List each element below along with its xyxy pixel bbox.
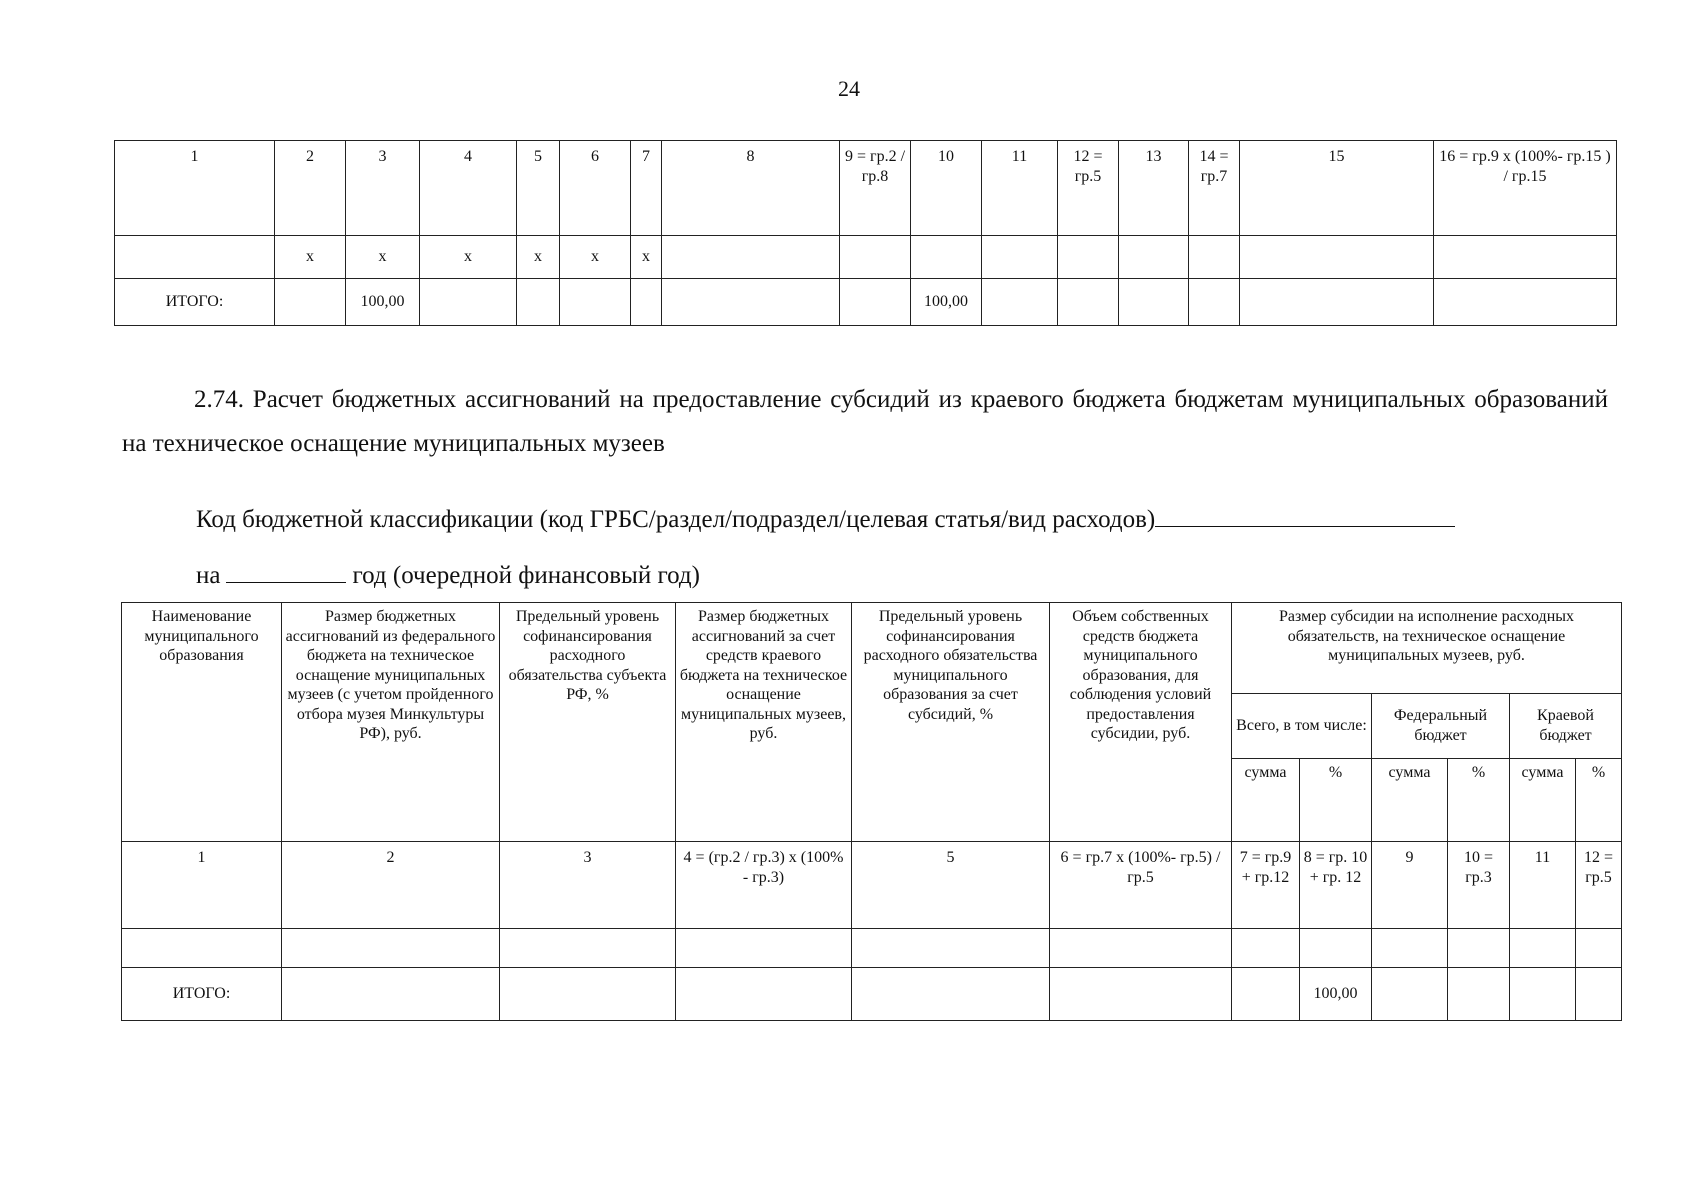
header-cell: 11 [982,141,1058,236]
table-row [115,236,1617,279]
header-cell: 2 [275,141,346,236]
header-cofinancing-municipality: Предельный уровень софинансирования расходного обязательства муниципального образования за счет субсидий, % [852,603,1050,842]
table-cell [1372,968,1448,1021]
table-cell [631,279,662,326]
header-percent: % [1576,759,1622,842]
header-percent: % [1300,759,1372,842]
table-cell [1050,929,1232,968]
column-number: 9 [1372,842,1448,929]
table-cell [911,236,982,279]
header-sum: сумма [1510,759,1576,842]
total-value: 100,00 [346,279,420,326]
header-row [122,603,1622,694]
column-number-row [122,842,1622,929]
page-number: 24 [838,76,860,101]
table-cell [275,279,346,326]
column-number: 5 [852,842,1050,929]
table-cell [517,279,560,326]
table-cell [1300,929,1372,968]
subsidy-calculation-table [121,602,1622,1021]
table-cell [676,968,852,1021]
total-percent: 100,00 [1300,968,1372,1021]
header-cell: 8 [662,141,840,236]
column-number: 7 = гр.9 + гр.12 [1232,842,1300,929]
column-number: 11 [1510,842,1576,929]
column-number: 4 = (гр.2 / гр.3) х (100% - гр.3) [676,842,852,929]
table-cell [1372,929,1448,968]
table-cell [282,968,500,1021]
header-municipality: Наименование муниципального образования [122,603,282,842]
year-line [196,560,700,590]
table-cell [676,929,852,968]
header-cell: 13 [1119,141,1189,236]
header-cofinancing-subject: Предельный уровень софинансирования расходного обязательства субъекта РФ, % [500,603,676,842]
total-row [122,968,1622,1021]
column-number: 6 = гр.7 х (100%- гр.5) / гр.5 [1050,842,1232,929]
table-cell [1232,929,1300,968]
table-cell [1240,279,1434,326]
table-cell [1189,236,1240,279]
header-cell: 3 [346,141,420,236]
header-regional-allocations: Размер бюджетных ассигнований за счет средств краевого бюджета на техническое оснащение муниципальных музеев, руб. [676,603,852,842]
table-cell [1448,929,1510,968]
table-cell [840,279,911,326]
column-number: 2 [282,842,500,929]
table-continuation [114,140,1617,326]
header-federal-budget: Федеральный бюджет [1372,694,1510,759]
table-cell [500,968,676,1021]
total-label: ИТОГО: [115,279,275,326]
table-cell: х [275,236,346,279]
header-cell: 6 [560,141,631,236]
header-cell: 14 = гр.7 [1189,141,1240,236]
table-cell [420,279,517,326]
table-cell [1510,929,1576,968]
table-cell: х [420,236,517,279]
table-cell [852,968,1050,1021]
table-cell [1119,279,1189,326]
table-cell [1232,968,1300,1021]
column-number: 12 = гр.5 [1576,842,1622,929]
table-cell [1119,236,1189,279]
year-suffix: год (очередной финансовый год) [352,562,700,589]
table-cell [1058,279,1119,326]
header-sum: сумма [1372,759,1448,842]
header-cell: 4 [420,141,517,236]
header-regional-budget: Краевой бюджет [1510,694,1622,759]
header-cell: 12 = гр.5 [1058,141,1119,236]
header-total-incl: Всего, в том числе: [1232,694,1372,759]
table-cell [1510,968,1576,1021]
table-cell [852,929,1050,968]
total-value: 100,00 [911,279,982,326]
table-cell: х [517,236,560,279]
table-cell [115,236,275,279]
header-cell: 5 [517,141,560,236]
table-cell [1576,968,1622,1021]
year-blank [226,560,346,583]
column-number: 1 [122,842,282,929]
table-cell [840,236,911,279]
header-cell: 1 [115,141,275,236]
table-cell [1189,279,1240,326]
table-cell [982,279,1058,326]
header-sum: сумма [1232,759,1300,842]
header-cell: 16 = гр.9 х (100%- гр.15 ) / гр.15 [1434,141,1617,236]
header-percent: % [1448,759,1510,842]
table-cell [662,236,840,279]
kbk-label: Код бюджетной классификации (код ГРБС/раздел/подраздел/целевая статья/вид расходов) [196,506,1156,533]
column-number: 8 = гр. 10 + гр. 12 [1300,842,1372,929]
header-federal-allocations: Размер бюджетных ассигнований из федерального бюджета на техническое оснащение муниципальных музеев (с учетом пройденного отбора музея Минкультуры РФ), руб. [282,603,500,842]
table-cell [1240,236,1434,279]
table-cell [1434,236,1617,279]
table-cell [662,279,840,326]
year-prefix: на [196,562,221,589]
kbk-line [196,504,1455,534]
total-row [115,279,1617,326]
column-number: 3 [500,842,676,929]
table-cell [1576,929,1622,968]
header-cell: 7 [631,141,662,236]
table-cell [1448,968,1510,1021]
table-cell [1058,236,1119,279]
header-subsidy-group: Размер субсидии на исполнение расходных обязательств, на техническое оснащение муниципальных музеев, руб. [1232,603,1622,694]
header-own-funds: Объем собственных средств бюджета муниципального образования, для соблюдения условий предоставления субсидии, руб. [1050,603,1232,842]
table-cell: х [631,236,662,279]
total-label: ИТОГО: [122,968,282,1021]
table-cell [1050,968,1232,1021]
header-cell: 9 = гр.2 / гр.8 [840,141,911,236]
header-cell: 15 [1240,141,1434,236]
table-row [122,929,1622,968]
header-cell: 10 [911,141,982,236]
table-cell [122,929,282,968]
table-cell [560,279,631,326]
section-heading: 2.74. Расчет бюджетных ассигнований на предоставление субсидий из краевого бюджета бюджетам муниципальных образований на техническое оснащение муниципальных музеев [122,386,1608,457]
table-cell: х [560,236,631,279]
table-cell: х [346,236,420,279]
column-number: 10 = гр.3 [1448,842,1510,929]
table-cell [982,236,1058,279]
column-number-row [115,141,1617,236]
kbk-blank [1155,504,1455,527]
table-cell [1434,279,1617,326]
table-cell [282,929,500,968]
table-cell [500,929,676,968]
